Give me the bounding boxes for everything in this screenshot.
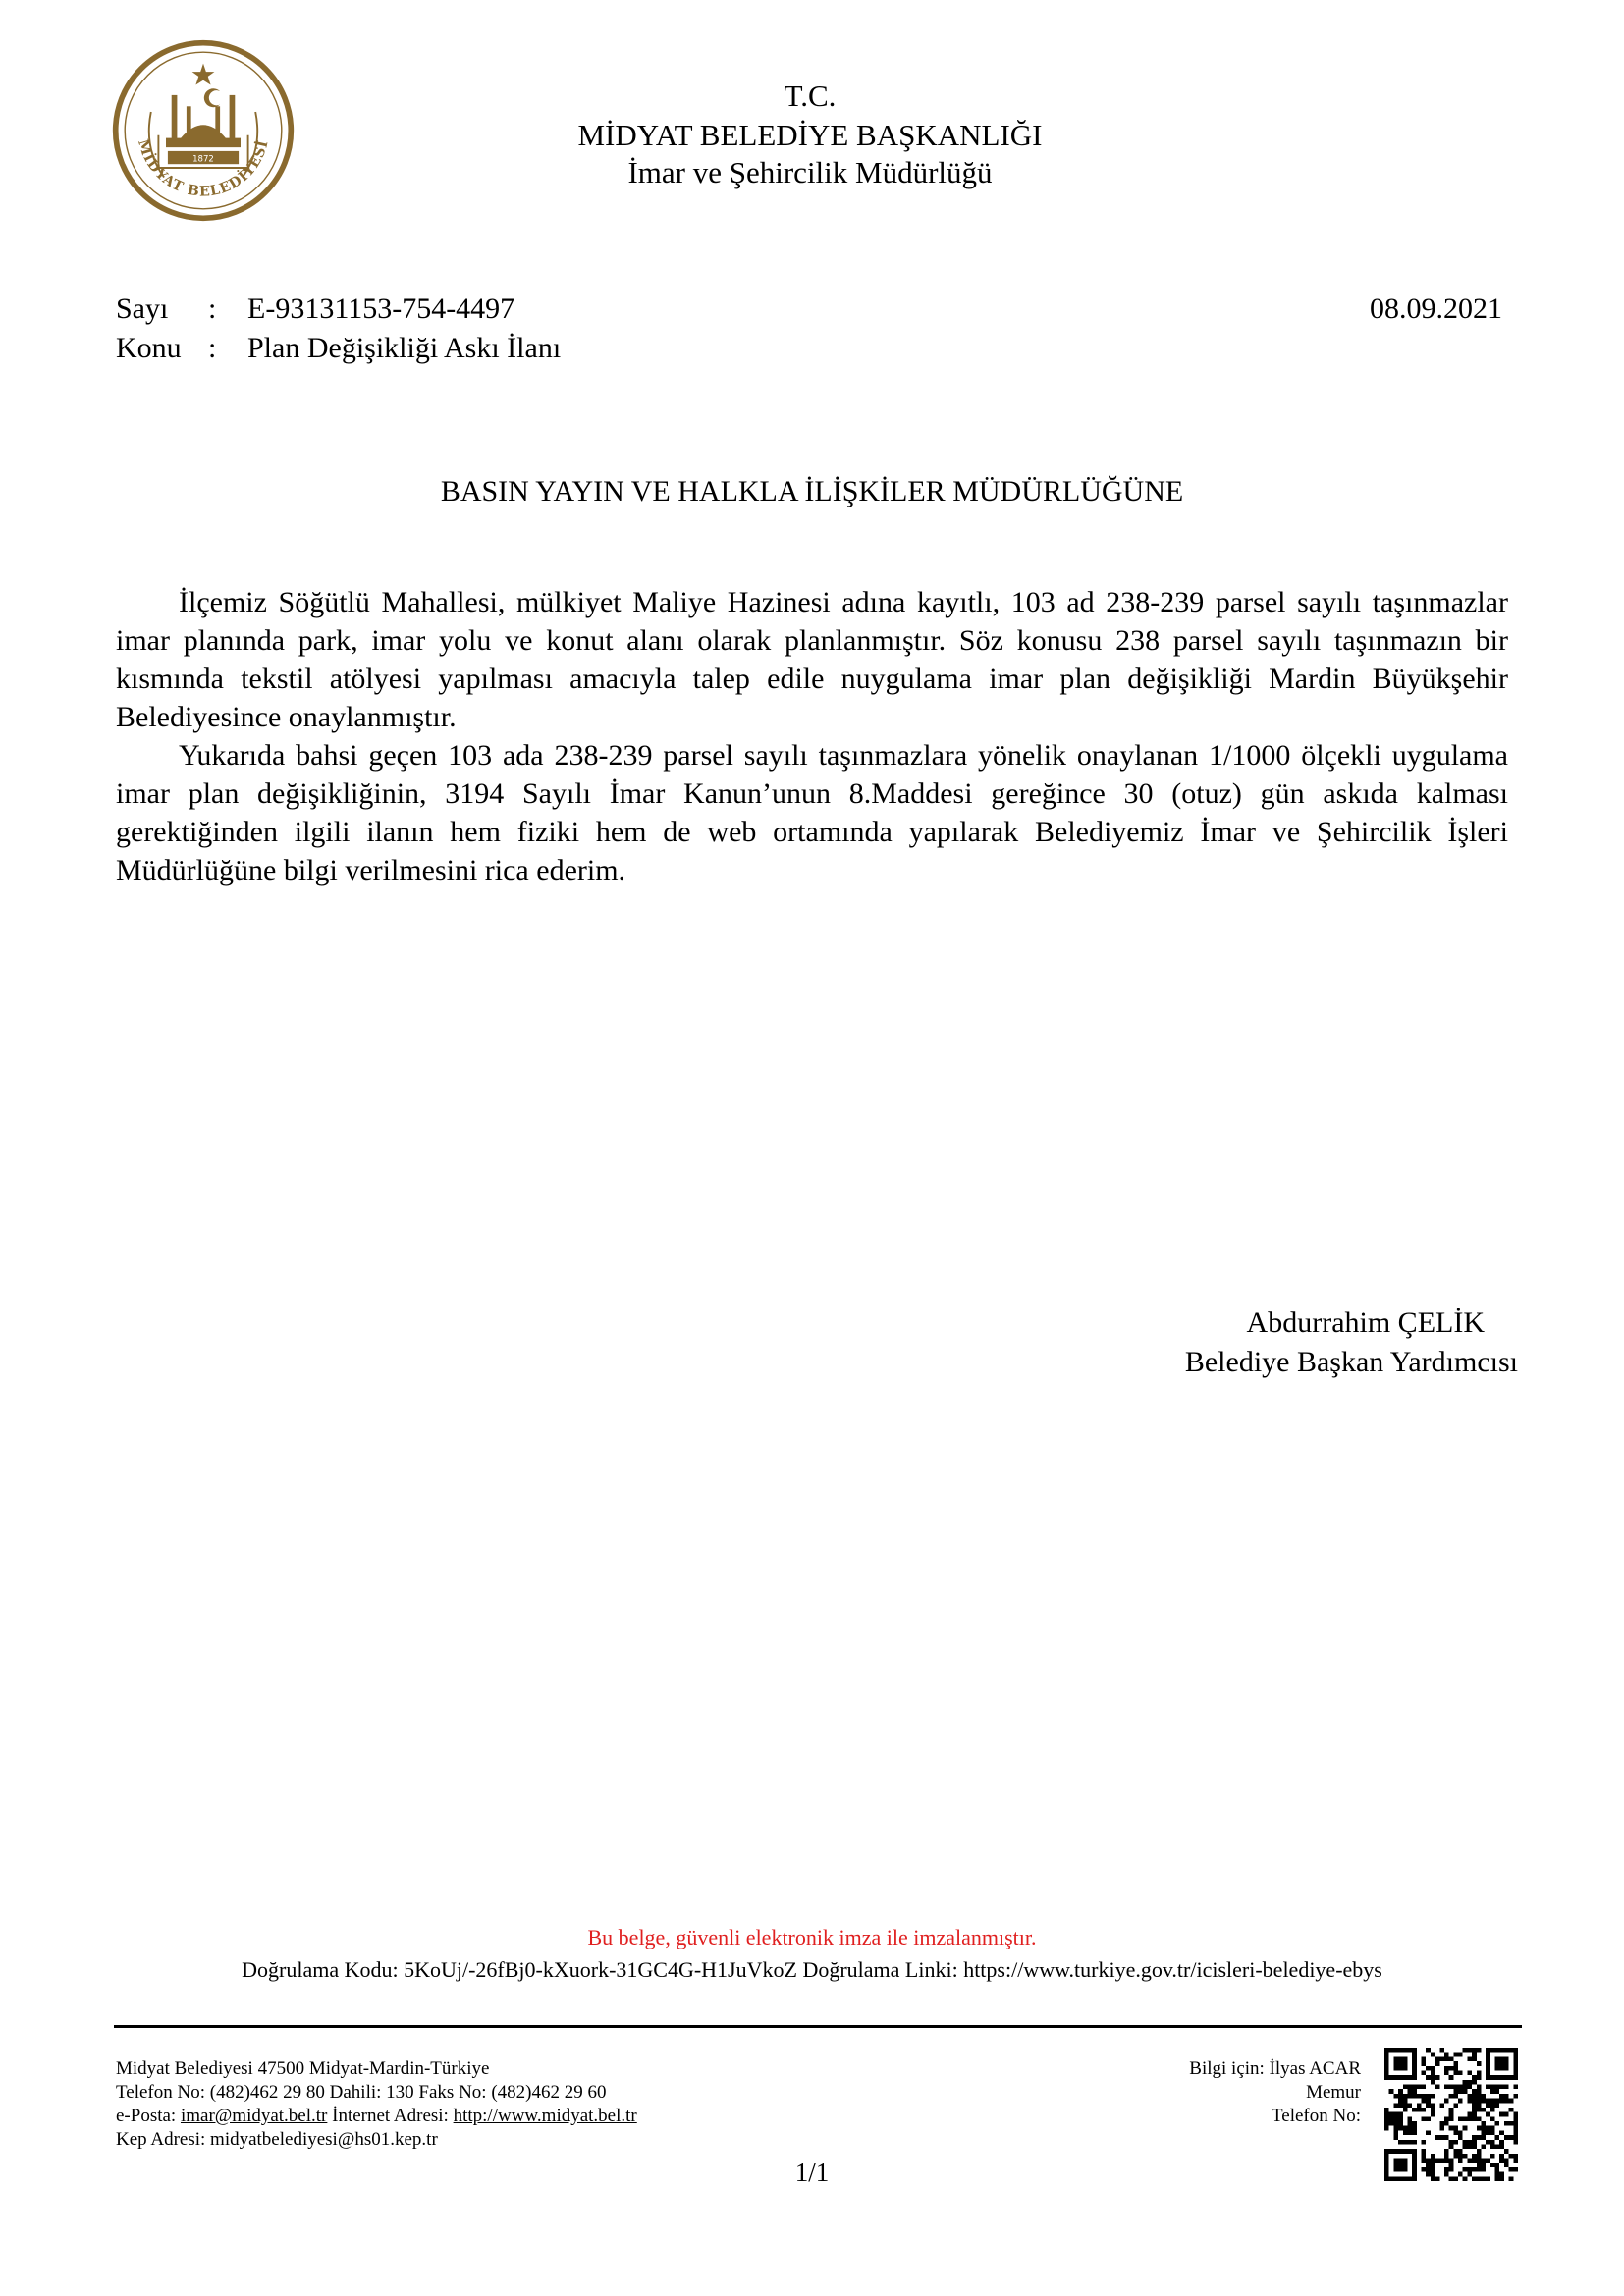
footer-address: Midyat Belediyesi 47500 Midyat-Mardin-Türkiye [116, 2058, 490, 2079]
footer-divider [114, 2025, 1522, 2028]
header-institution: MİDYAT BELEDİYE BAŞKANLIĞI [577, 118, 1043, 152]
logo-ring-text: MİDYAT BELEDİYESİ [135, 137, 272, 200]
page-number: 1/1 [794, 2158, 830, 2187]
email-label: e-Posta: [116, 2106, 181, 2126]
letter-body [116, 583, 1508, 889]
footer-contact-line [116, 2105, 637, 2127]
konu-value: Plan Değişikliği Askı İlanı [247, 332, 562, 364]
info-role: Memur [1306, 2082, 1361, 2103]
signatory-title: Belediye Başkan Yardımcısı [1184, 1346, 1518, 1378]
web-label: İnternet Adresi: [327, 2106, 454, 2126]
info-contact: Bilgi için: İlyas ACAR [1189, 2058, 1361, 2079]
body-paragraph-1: İlçemiz Söğütlü Mahallesi, mülkiyet Maliye Hazinesi adına kayıtlı, 103 ad 238-239 parsel sayılı taşınmazlar imar planında park, imar yolu ve konut alanı olarak planlanmıştır. Söz konusu 238 parsel sayılı taşınmazın bir kısmında tekstil atölyesi yapılması amacıyla talep edile nuygulama imar plan değişikliği Mardin Büyükşehir Belediyesince onaylanmıştır. [116, 586, 1508, 733]
sayi-colon: : [208, 293, 217, 325]
esign-notice: Bu belge, güvenli elektronik imza ile imzalanmıştır. [587, 1925, 1037, 1949]
sayi-value: E-93131153-754-4497 [247, 293, 515, 325]
footer-phone: Telefon No: (482)462 29 80 Dahili: 130 Faks No: (482)462 29 60 [116, 2082, 607, 2103]
website-link[interactable]: http://www.midyat.bel.tr [453, 2106, 637, 2126]
body-paragraph-2: Yukarıda bahsi geçen 103 ada 238-239 parsel sayılı taşınmazlara yönelik onaylanan 1/1000 ölçekli uygulama imar plan değişikliğinin, 3194 Sayılı İmar Kanun’unun 8.Maddesi gereğince 30 (otuz) gün askıda kalması gerektiğinden ilgili ilanın hem fiziki hem de web ortamında yapılarak Belediyemiz İmar ve Şehircilik İşleri Müdürlüğüne bilgi verilmesini rica ederim. [116, 739, 1508, 886]
email-link[interactable]: imar@midyat.bel.tr [180, 2106, 328, 2126]
header-department: İmar ve Şehircilik Müdürlüğü [627, 155, 993, 189]
header-country: T.C. [784, 79, 837, 113]
signatory-name: Abdurrahim ÇELİK [1246, 1307, 1485, 1339]
verification-line: Doğrulama Kodu: 5KoUj/-26fBj0-kXuork-31GC4G-H1JuVkoZ Doğrulama Linki: https://www.turkiye.gov.tr/icisleri-belediye-ebys [242, 1957, 1382, 1982]
konu-label: Konu [116, 332, 182, 364]
sayi-label: Sayı [116, 293, 169, 325]
konu-colon: : [208, 332, 217, 364]
document-date: 08.09.2021 [1370, 293, 1502, 325]
footer-kep: Kep Adresi: midyatbelediyesi@hs01.kep.tr [116, 2129, 438, 2150]
municipality-logo [110, 37, 297, 224]
recipient-line: BASIN YAYIN VE HALKLA İLİŞKİLER MÜDÜRLÜĞÜNE [440, 475, 1184, 507]
info-phone: Telefon No: [1271, 2106, 1361, 2126]
logo-year: 1872 [192, 154, 214, 165]
